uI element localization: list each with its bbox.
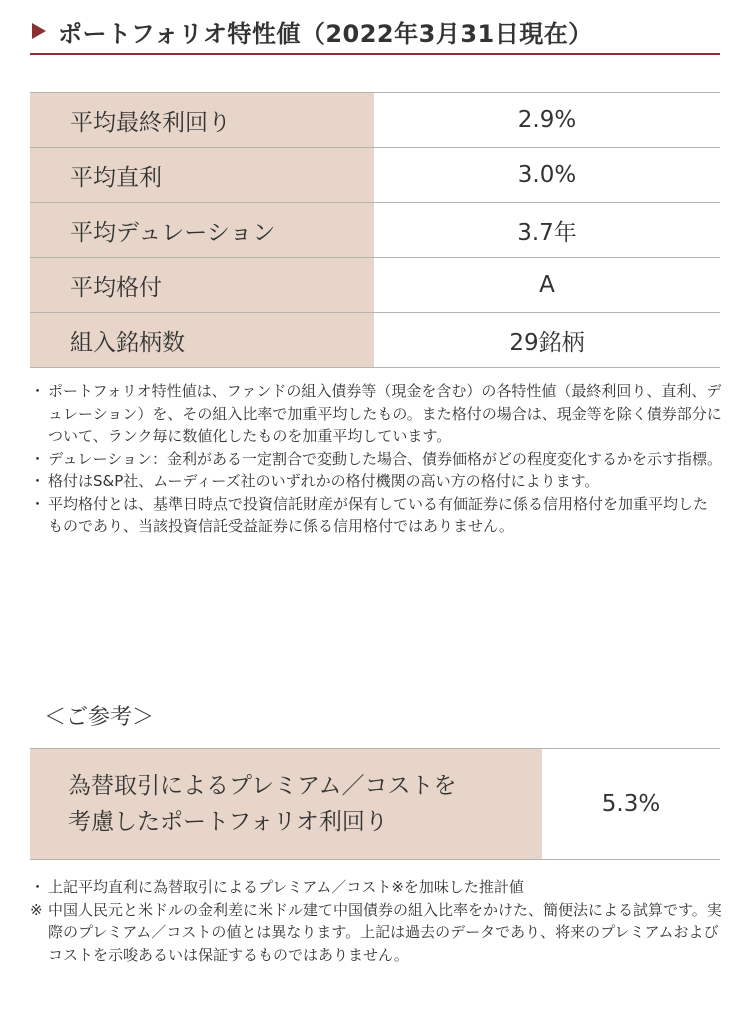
table-row <box>30 93 720 148</box>
table-row <box>30 749 720 860</box>
table-row <box>30 203 720 258</box>
footnotes <box>30 380 722 538</box>
row-value: 3.0% <box>374 148 720 203</box>
portfolio-characteristics-table <box>30 92 720 368</box>
table-row <box>30 313 720 368</box>
footnote-item <box>30 899 722 967</box>
triangle-marker-icon <box>32 23 46 39</box>
row-label: 平均直利 <box>30 148 374 203</box>
footnote-item <box>30 448 722 471</box>
footnote-text: 上記平均直利に為替取引によるプレミアム／コスト※を加味した推計値 <box>48 878 524 896</box>
row-value: 3.7年 <box>374 203 720 258</box>
section-title: ポートフォリオ特性値（2022年3月31日現在） <box>58 19 593 48</box>
table-row <box>30 258 720 313</box>
bullet-marker: ・ <box>30 878 46 896</box>
reference-value: 5.3% <box>542 749 720 860</box>
bullet-marker: ・ <box>30 472 46 490</box>
footnote-text: ポートフォリオ特性値は、ファンドの組入債券等（現金を含む）の各特性値（最終利回り、直利、デュレーション）を、その組入比率で加重平均したもの。また格付の場合は、現金等を除く債券部分について、ランク毎に数値化したものを加重平均しています。 <box>48 382 722 445</box>
row-label: 平均最終利回り <box>30 93 374 148</box>
row-value: 29銘柄 <box>374 313 720 368</box>
row-value: A <box>374 258 720 313</box>
reference-heading: ＜ご参考＞ <box>44 705 155 730</box>
bullet-marker: ・ <box>30 382 46 400</box>
footnote-item <box>30 876 722 899</box>
table-row <box>30 148 720 203</box>
footnote-text: デュレーション：金利がある一定割合で変動した場合、債券価格がどの程度変化するかを示す指標。 <box>48 449 722 468</box>
reference-footnotes <box>30 876 722 966</box>
row-label: 平均デュレーション <box>30 203 374 258</box>
bullet-marker: ・ <box>30 449 46 468</box>
footnote-text: 格付はS&P社、ムーディーズ社のいずれかの格付機関の高い方の格付によります。 <box>48 472 600 490</box>
section-header <box>30 9 720 55</box>
footnote-item <box>30 380 722 448</box>
footnote-text: 平均格付とは、基準日時点で投資信託財産が保有している有価証券に係る信用格付を加重平均したものであり、当該投資信託受益証券に係る信用格付ではありません。 <box>48 494 709 535</box>
bullet-marker: ・ <box>30 494 46 513</box>
note-marker: ※ <box>30 900 43 919</box>
footnote-item <box>30 493 722 538</box>
reference-label <box>30 749 542 860</box>
row-label: 平均格付 <box>30 258 374 313</box>
row-value: 2.9% <box>374 93 720 148</box>
reference-table <box>30 748 720 860</box>
reference-label-line: 考慮したポートフォリオ利回り <box>68 809 388 835</box>
row-label: 組入銘柄数 <box>30 313 374 368</box>
reference-label-line: 為替取引によるプレミアム／コストを <box>68 773 457 799</box>
footnote-text: 中国人民元と米ドルの金利差に米ドル建て中国債券の組入比率をかけた、簡便法による試算です。実際のプレミアム／コストの値とは異なります。上記は過去のデータであり、将来のプレミアムおよびコストを示唆あるいは保証するものではありません。 <box>48 900 722 964</box>
footnote-item <box>30 470 722 493</box>
